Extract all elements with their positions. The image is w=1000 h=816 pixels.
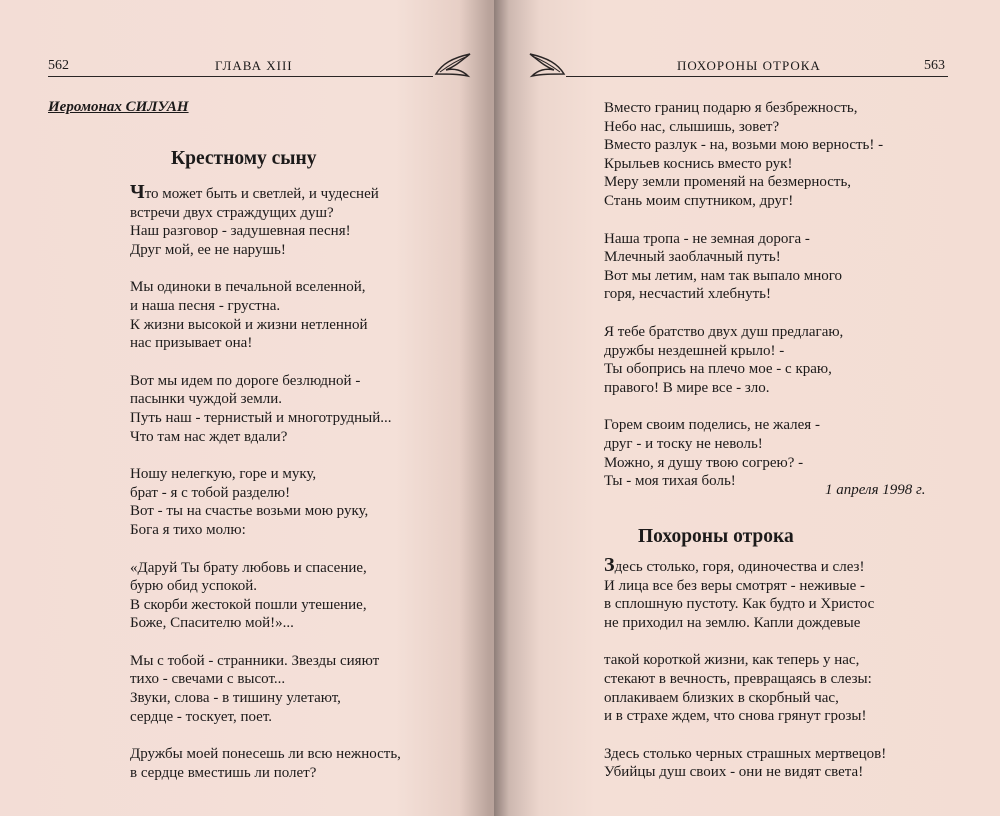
- verse-line: встречи двух страждущих душ?: [130, 204, 334, 221]
- verse-line: Путь наш - тернистый и многотрудный...: [130, 409, 392, 426]
- poem-date: 1 апреля 1998 г.: [825, 482, 926, 498]
- verse-line: правого! В мире все - зло.: [604, 379, 770, 396]
- verse-line: Мы одиноки в печальной вселенной,: [130, 279, 366, 296]
- verse-line: Убийцы душ своих - они не видят света!: [604, 764, 864, 781]
- verse-line: Наш разговор - задушевная песня!: [130, 223, 351, 240]
- verse-line: Можно, я душу твою согрею? -: [604, 454, 804, 471]
- verse-line: Меру земли променяй на безмерность,: [604, 174, 852, 191]
- verse-line: Дружбы моей понесешь ли всю нежность,: [130, 746, 401, 763]
- verse-line: Небо нас, слышишь, зовет?: [604, 118, 780, 135]
- verse-line: [604, 556, 886, 577]
- header-rule-left: [48, 76, 433, 77]
- author-name: Иеромонах СИЛУАН: [48, 99, 189, 115]
- verse-line: и в страхе ждем, что снова грянут грозы!: [604, 708, 867, 725]
- stanza: [130, 278, 401, 352]
- poem-title-godson: Крестному сыну: [171, 148, 317, 169]
- running-head-right: ПОХОРОНЫ ОТРОКА: [677, 58, 821, 73]
- stanza: [130, 652, 401, 726]
- verse-line-text: то может быть и светлей, и чудесней: [144, 186, 379, 202]
- verse-line: К жизни высокой и жизни нетленной: [130, 316, 368, 333]
- header-rule-right: [566, 76, 948, 77]
- left-page: [0, 0, 494, 816]
- stanza: [604, 99, 883, 211]
- stanza: [130, 372, 401, 446]
- stanza: [130, 183, 401, 259]
- verse-line: Звуки, слова - в тишину улетают,: [130, 690, 341, 707]
- verse-line-text: десь столько, горя, одиночества и слез!: [614, 559, 865, 575]
- running-head-left: ГЛАВА XIII: [215, 58, 293, 73]
- quill-ornament-icon: [524, 50, 568, 80]
- verse-line: дружбы нездешней крыло! -: [604, 342, 785, 359]
- verse-line: в сплошную пустоту. Как будто и Христос: [604, 596, 875, 613]
- stanza: [130, 559, 401, 633]
- verse-line: Вот мы летим, нам так выпало много: [604, 267, 843, 284]
- stanza: [604, 230, 883, 304]
- verse-line: пасынки чуждой земли.: [130, 391, 282, 408]
- verse-line: Ты - моя тихая боль!: [604, 473, 736, 490]
- stanza: [130, 465, 401, 539]
- drop-cap: Ч: [130, 181, 145, 203]
- quill-ornament-icon: [432, 50, 476, 80]
- verse-line: такой короткой жизни, как теперь у нас,: [604, 652, 860, 669]
- verse-line: нас призывает она!: [130, 335, 253, 352]
- verse-line: друг - и тоску не неволь!: [604, 435, 763, 452]
- verse-line: Ты обопрись на плечо мое - с краю,: [604, 361, 832, 378]
- verse-line: Вместо разлук - на, возьми мою верность! -: [604, 137, 884, 154]
- verse-line: Млечный заоблачный путь!: [604, 249, 781, 266]
- verse-line: Наша тропа - не земная дорога -: [604, 230, 810, 247]
- poem-title-funeral: Похороны отрока: [638, 526, 794, 547]
- verse-line: горя, несчастий хлебнуть!: [604, 286, 772, 303]
- drop-cap: З: [604, 554, 615, 576]
- stanza: [604, 745, 886, 782]
- verse-line: Бога я тихо молю:: [130, 521, 246, 538]
- verse-line: сердце - тоскует, поет.: [130, 708, 273, 725]
- verse-line: оплакиваем близких в скорбный час,: [604, 689, 839, 706]
- verse-line: «Даруй Ты брату любовь и спасение,: [130, 559, 367, 576]
- verse-line: Вот мы идем по дороге безлюдной -: [130, 372, 361, 389]
- verse-line: Ношу нелегкую, горе и муку,: [130, 466, 317, 483]
- verse-line: Друг мой, ее не нарушь!: [130, 241, 286, 258]
- verse-line: В скорби жестокой пошли утешение,: [130, 596, 367, 613]
- verse-line: Вместо границ подарю я безбрежность,: [604, 100, 858, 116]
- stanza: [604, 323, 883, 397]
- stanza: [604, 651, 886, 725]
- stanza: [604, 556, 886, 632]
- poem-godson-verse: [130, 183, 401, 801]
- verse-line: Стань моим спутником, друг!: [604, 192, 794, 209]
- verse-line: Здесь столько черных страшных мертвецов!: [604, 745, 887, 762]
- stanza: [130, 745, 401, 782]
- verse-line: Мы с тобой - странники. Звезды сияют: [130, 652, 380, 669]
- verse-line: не приходил на землю. Капли дождевые: [604, 614, 861, 631]
- verse-line: бурю обид успокой.: [130, 578, 258, 595]
- verse-line: брат - я с тобой разделю!: [130, 484, 291, 501]
- page-number-right: 563: [924, 58, 945, 73]
- verse-line: Горем своим поделись, не жалея -: [604, 417, 820, 434]
- verse-line: Боже, Спасителю мой!»...: [130, 615, 294, 632]
- stanza: [604, 416, 883, 490]
- verse-line: Вот - ты на счастье возьми мою руку,: [130, 503, 369, 520]
- poem-funeral-verse: [604, 556, 886, 801]
- verse-line: [130, 183, 401, 204]
- verse-line: и наша песня - грустна.: [130, 297, 281, 314]
- verse-line: Крыльев коснись вместо рук!: [604, 155, 793, 172]
- page-number-left: 562: [48, 58, 69, 73]
- verse-line: стекают в вечность, превращаясь в слезы:: [604, 670, 872, 687]
- poem-godson-continued: [604, 99, 883, 510]
- verse-line: Что там нас ждет вдали?: [130, 428, 288, 445]
- verse-line: в сердце вместишь ли полет?: [130, 764, 317, 781]
- right-page: [494, 0, 1000, 816]
- verse-line: тихо - свечами с высот...: [130, 671, 286, 688]
- verse-line: Я тебе братство двух душ предлагаю,: [604, 323, 844, 340]
- verse-line: И лица все без веры смотрят - неживые -: [604, 577, 865, 594]
